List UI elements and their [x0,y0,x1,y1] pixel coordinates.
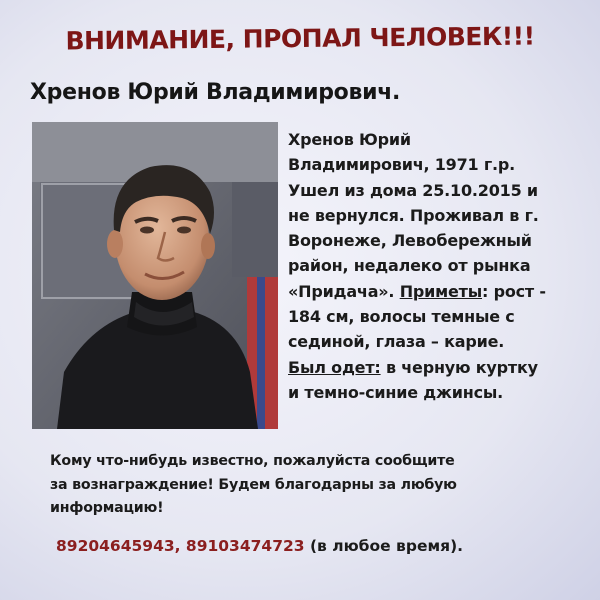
details-line-signs [288,279,596,304]
appeal-line: за вознаграждение! Будем благодарны за любую [50,476,457,493]
details-line: Владимирович, 1971 г.р. [288,155,516,175]
details-line: район, недалеко от рынка [288,256,531,276]
details-line: 184 см, волосы темные с [288,307,515,327]
market-name: «Придача». [288,281,395,301]
appeal-line: информацию! [50,500,164,516]
details-line: Воронеже, Левобережный [288,231,532,251]
appeal-line: Кому что-нибудь известно, пожалуйста сообщите [50,453,455,469]
signs-height-prefix: : рост - [482,281,546,301]
appeal-text [50,450,590,521]
details-line: и темно-синие джинсы. [288,382,503,402]
details-line: сединой, глаза – карие. [288,332,505,352]
contact-phones [56,537,596,555]
contact-note: (в любое время). [304,537,464,555]
phone-numbers: 89204645943, 89103474723 [56,537,305,555]
person-details [288,127,596,405]
details-line: не вернулся. Проживал в г. [288,205,539,225]
dressed-text: в черную куртку [380,357,538,377]
signs-label: Приметы [399,281,483,301]
person-name-title: Хренов Юрий Владимирович. [30,80,401,105]
details-line-dressed [288,355,596,380]
details-line: Ушел из дома 25.10.2015 и [288,180,538,200]
poster-headline: ВНИМАНИЕ, ПРОПАЛ ЧЕЛОВЕК!!! [65,21,535,56]
portrait-illustration [32,122,278,429]
dressed-label: Был одет: [288,357,381,377]
details-line: Хренов Юрий [288,130,411,149]
portrait-photo [32,122,278,429]
